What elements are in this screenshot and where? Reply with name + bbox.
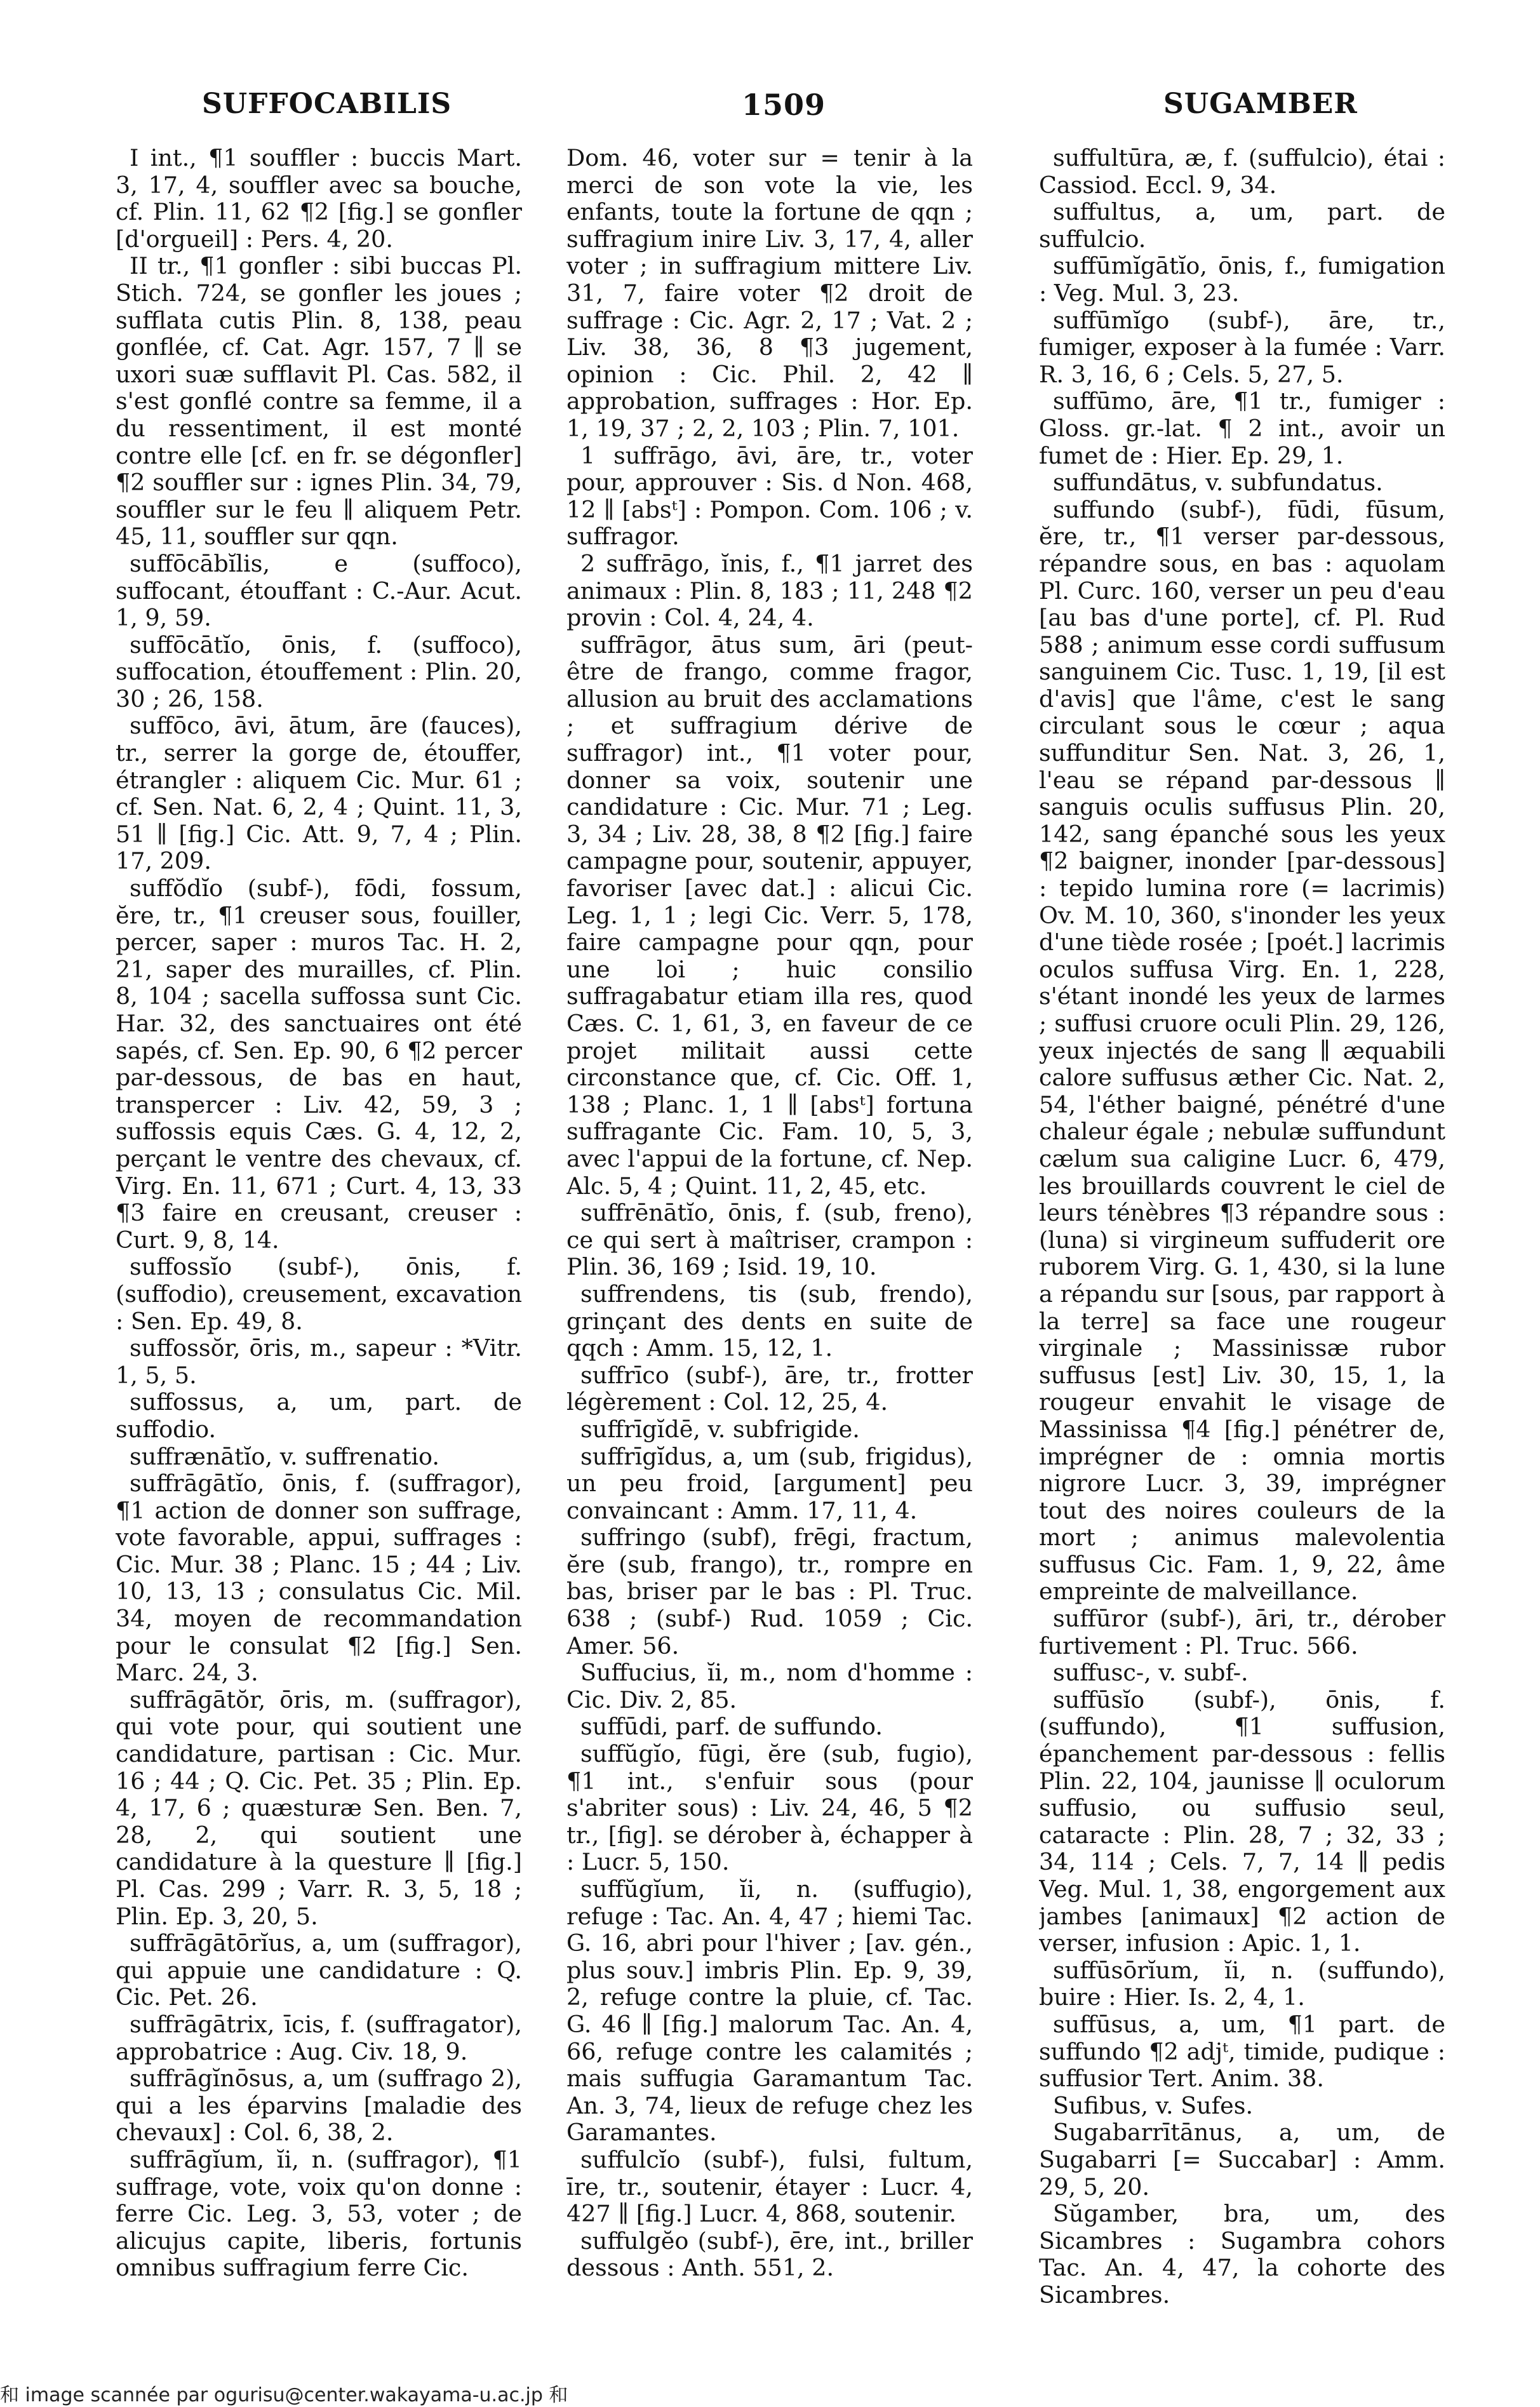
dictionary-entry: suffrāgātĭo, ōnis, f. (suffragor), ¶1 action de donner son suffrage, vote favorable, appui, suffrages : Cic. Mur. 38 ; Planc. 15 ; 44 ; Liv. 10, 13, 13 ; consulatus Cic. Mil. 34, moyen de recommandation pour le consulat ¶2 [fig.] Sen. Marc. 24, 3. [116, 1470, 522, 1687]
dictionary-entry: suffŭgĭo, fūgi, ĕre (sub, fugio), ¶1 int., s'enfuir sous (pour s'abriter sous) : Liv. 24, 46, 5 ¶2 tr., [fig]. se dérober à, échapper à : Lucr. 5, 150. [566, 1740, 973, 1876]
dictionary-entry: suffrēnātĭo, ōnis, f. (sub, freno), ce qui sert à maîtriser, crampon : Plin. 36, 169 ; Isid. 19, 10. [566, 1199, 973, 1281]
dictionary-entry: suffrāgĭnōsus, a, um (suffrago 2), qui a les éparvins [maladie des chevaux] : Col. 6, 38, 2. [116, 2065, 522, 2147]
page-number: 1509 [742, 88, 826, 122]
dictionary-entry: suffōco, āvi, ātum, āre (fauces), tr., serrer la gorge de, étouffer, étrangler : aliquem Cic. Mur. 61 ; cf. Sen. Nat. 6, 2, 4 ; Quint. 11, 3, 51 ∥ [fig.] Cic. Att. 9, 7, 4 ; Plin. 17, 209. [116, 712, 522, 875]
dictionary-entry: suffōcābĭlis, e (suffoco), suffocant, étouffant : C.-Aur. Acut. 1, 9, 59. [116, 549, 522, 632]
scan-credit-footer: 和 image scannée par ogurisu@center.wakayama-u.ac.jp 和 [0, 2384, 568, 2406]
dictionary-entry: Suffucius, ĭi, m., nom d'homme : Cic. Div. 2, 85. [566, 1659, 973, 1713]
dictionary-entry: suffulcĭo (subf-), fulsi, fultum, īre, tr., soutenir, étayer : Lucr. 4, 427 ∥ [fig.] Lucr. 4, 868, soutenir. [566, 2145, 973, 2228]
dictionary-entry: suffrāgĭum, ĭi, n. (suffragor), ¶1 suffrage, vote, voix qu'on donne : ferre Cic. Leg. 3, 53, voter ; de alicujus capite, liberis, fortunis omnibus suffragium ferre Cic. [116, 2145, 522, 2282]
dictionary-entry: suffossŏr, ōris, m., sapeur : *Vitr. 1, 5, 5. [116, 1334, 522, 1389]
column-3 [1039, 145, 1445, 2336]
dictionary-entry: suffūror (subf-), āri, tr., dérober furtivement : Pl. Truc. 566. [1039, 1605, 1445, 1659]
column-1 [116, 145, 522, 2336]
dictionary-entry: suffŭgĭum, ĭi, n. (suffugio), refuge : Tac. An. 4, 47 ; hiemi Tac. G. 16, abri pour l'hiver ; [av. gén., plus souv.] imbris Plin. Ep. 9, 39, 2, refuge contre la pluie, cf. Tac. G. 46 ∥ [fig.] malorum Tac. An. 4, 66, refuge contre les calamités ; mais suffugia Garamantum Tac. An. 3, 74, lieux de refuge chez les Garamantes. [566, 1875, 973, 2147]
dictionary-entry: suffulgĕo (subf-), ēre, int., briller dessous : Anth. 551, 2. [566, 2227, 973, 2282]
running-head-left: SUFFOCABILIS [202, 88, 452, 120]
dictionary-entry: suffūsus, a, um, ¶1 part. de suffundo ¶2 adjᵗ, timide, pudique : suffusior Tert. Anim. 38. [1039, 2010, 1445, 2093]
dictionary-entry: suffrāgātōrĭus, a, um (suffragor), qui appuie une candidature : Q. Cic. Pet. 26. [116, 1929, 522, 2011]
dictionary-entry: suffūsĭo (subf-), ōnis, f. (suffundo), ¶1 suffusion, épanchement par-dessous : fellis Plin. 22, 104, jaunisse ∥ oculorum suffusio, ou suffusio seul, cataracte : Plin. 28, 7 ; 32, 33 ; 34, 114 ; Cels. 7, 7, 14 ∥ pedis Veg. Mul. 1, 38, engorgement aux jambes [animaux] ¶2 action de verser, infusion : Apic. 1, 1. [1039, 1686, 1445, 1957]
dictionary-entry: I int., ¶1 souffler : buccis Mart. 3, 17, 4, souffler avec sa bouche, cf. Plin. 11, 62 ¶2 [fig.] se gonfler [d'orgueil] : Pers. 4, 20. [116, 145, 522, 253]
dictionary-entry: suffrāgātŏr, ōris, m. (suffragor), qui vote pour, qui soutient une candidature, partisan : Cic. Mur. 16 ; 44 ; Q. Cic. Pet. 35 ; Plin. Ep. 4, 17, 6 ; quæsturæ Sen. Ben. 7, 28, 2, qui soutient une candidature à la questure ∥ [fig.] Pl. Cas. 299 ; Varr. R. 3, 5, 18 ; Plin. Ep. 3, 20, 5. [116, 1686, 522, 1930]
dictionary-entry: suffrīgĭdus, a, um (sub, frigidus), un peu froid, [argument] peu convaincant : Amm. 17, 11, 4. [566, 1442, 973, 1524]
dictionary-entry: Sugabarrītānus, a, um, de Sugabarri [= Succabar] : Amm. 29, 5, 20. [1039, 2119, 1445, 2201]
dictionary-entry: Sŭgamber, bra, um, des Sicambres : Sugambra cohors Tac. An. 4, 47, la cohorte des Sicambres. [1039, 2200, 1445, 2309]
dictionary-entry: suffultūra, æ, f. (suffulcio), étai : Cassiod. Eccl. 9, 34. [1039, 145, 1445, 199]
dictionary-entry: II tr., ¶1 gonfler : sibi buccas Pl. Stich. 724, se gonfler les joues ; sufflata cutis Plin. 8, 138, peau gonflée, cf. Cat. Agr. 157, 7 ∥ se uxori suæ sufflavit Pl. Cas. 582, il s'est gonflé contre sa femme, il a du ressentiment, il est monté contre elle [cf. en fr. se dégonfler] ¶2 souffler sur : ignes Plin. 34, 79, souffler sur le feu ∥ aliquem Petr. 45, 11, souffler sur qqn. [116, 252, 522, 551]
running-head-right: SUGAMBER [1163, 88, 1358, 120]
dictionary-entry: suffringo (subf), frēgi, fractum, ĕre (sub, frango), tr., rompre en bas, briser par le bas : Pl. Truc. 638 ; (subf-) Rud. 1059 ; Cic. Amer. 56. [566, 1524, 973, 1659]
dictionary-entry: suffōcātĭo, ōnis, f. (suffoco), suffocation, étouffement : Plin. 20, 30 ; 26, 158. [116, 631, 522, 713]
dictionary-entry: suffrīgĭdē, v. subfrigide. [580, 1415, 860, 1443]
dictionary-entry: suffūsōrĭum, ĭi, n. (suffundo), buire : Hier. Is. 2, 4, 1. [1039, 1956, 1445, 2011]
column-2 [566, 145, 973, 2336]
dictionary-entry: 1 suffrāgo, āvi, āre, tr., voter pour, approuver : Sis. d Non. 468, 12 ∥ [absᵗ] : Pompon. Com. 106 ; v. suffragor. [566, 441, 973, 551]
dictionary-entry: suffultus, a, um, part. de suffulcio. [1039, 198, 1445, 253]
dictionary-entry: suffrīco (subf-), āre, tr., frotter légèrement : Col. 12, 25, 4. [566, 1361, 973, 1416]
dictionary-entry: 2 suffrāgo, ĭnis, f., ¶1 jarret des animaux : Plin. 8, 183 ; 11, 248 ¶2 provin : Col. 4, 24, 4. [566, 549, 973, 632]
dictionary-entry: suffūmo, āre, ¶1 tr., fumiger : Gloss. gr.-lat. ¶ 2 int., avoir un fumet de : Hier. Ep. 29, 1. [1039, 387, 1445, 469]
dictionary-entry: suffrāgor, ātus sum, āri (peut-être de frango, comme fragor, allusion au bruit des acclamations ; et suffragium dérive de suffragor) int., ¶1 voter pour, donner sa voix, soutenir une candidature : Cic. Mur. 71 ; Leg. 3, 34 ; Liv. 28, 38, 8 ¶2 [fig.] faire campagne pour, soutenir, appuyer, favoriser [avec dat.] : alicui Cic. Leg. 1, 1 ; legi Cic. Verr. 5, 178, faire campagne pour qqn, pour une loi ; huic consilio suffragabatur etiam illa res, quod Cæs. C. 1, 61, 3, en faveur de ce projet militait aussi cette circonstance que, cf. Cic. Off. 1, 138 ; Planc. 1, 1 ∥ [absᵗ] fortuna suffragante Cic. Fam. 10, 5, 3, avec l'appui de la fortune, cf. Nep. Alc. 5, 4 ; Quint. 11, 2, 45, etc. [566, 631, 973, 1200]
dictionary-entry: suffūmĭgo (subf-), āre, tr., fumiger, exposer à la fumée : Varr. R. 3, 16, 6 ; Cels. 5, 27, 5. [1039, 306, 1445, 388]
dictionary-entry: Dom. 46, voter sur = tenir à la merci de son vote la vie, les enfants, toute la fortune de qqn ; suffragium inire Liv. 3, 17, 4, aller voter ; in suffragium mittere Liv. 31, 7, faire voter ¶2 droit de suffrage : Cic. Agr. 2, 17 ; Vat. 2 ; Liv. 38, 36, 8 ¶3 jugement, opinion : Cic. Phil. 2, 42 ∥ approbation, suffrages : Hor. Ep. 1, 19, 37 ; 2, 2, 103 ; Plin. 7, 101. [566, 145, 973, 442]
dictionary-entry: Sufibus, v. Sufes. [1053, 2091, 1254, 2119]
dictionary-entry: suffundātus, v. subfundatus. [1053, 469, 1383, 497]
dictionary-entry: suffūdi, parf. de suffundo. [580, 1713, 883, 1741]
dictionary-entry: suffossus, a, um, part. de suffodio. [116, 1388, 522, 1443]
dictionary-entry: suffrāgātrix, īcis, f. (suffragator), approbatrice : Aug. Civ. 18, 9. [116, 2010, 522, 2065]
dictionary-entry: suffusc-, v. subf-. [1053, 1659, 1249, 1687]
dictionary-entry: suffundo (subf-), fūdi, fūsum, ĕre, tr., ¶1 verser par-dessous, répandre sous, en bas : aquolam Pl. Curc. 160, verser un peu d'eau [au bas d'une porte], cf. Pl. Rud 588 ; animum esse cordi suffusum sanguinem Cic. Tusc. 1, 19, [il est d'avis] que l'âme, c'est le sang circulant sous le cœur ; aqua suffunditur Sen. Nat. 3, 26, 1, l'eau se répand par-dessous ∥ sanguis oculis suffusus Plin. 20, 142, sang épanché sous les yeux ¶2 baigner, inonder [par-dessous] : tepido lumina rore (= lacrimis) Ov. M. 10, 360, s'inonder les yeux d'une tiède rosée ; [poét.] lacrimis oculos suffusa Virg. En. 1, 228, s'étant inondé les yeux de larmes ; suffusi cruore oculi Plin. 29, 126, yeux injectés de sang ∥ æquabili calore suffusus æther Cic. Nat. 2, 54, l'éther baigné, pénétré d'une chaleur égale ; nebulæ suffundunt cælum sua caligine Lucr. 6, 479, les brouillards couvrent le ciel de leurs ténèbres ¶3 répandre sous : (luna) si virgineum suffuderit ore ruborem Virg. G. 1, 430, si la lune a répandu sur [sous, par rapport à la terre] sa face une rougeur virginale ; Massinissæ rubor suffusus [est] Liv. 30, 15, 1, la rougeur envahit le visage de Massinissa ¶4 [fig.] pénétrer de, imprégner de : omnia mortis nigrore Lucr. 3, 39, imprégner tout des noires couleurs de la mort ; animus malevolentia suffusus Cic. Fam. 1, 9, 22, âme empreinte de malveillance. [1039, 495, 1445, 1606]
dictionary-entry: suffrendens, tis (sub, frendo), grinçant des dents en suite de qqch : Amm. 15, 12, 1. [566, 1280, 973, 1362]
dictionary-entry: suffŏdĭo (subf-), fōdi, fossum, ĕre, tr., ¶1 creuser sous, fouiller, percer, saper : muros Tac. H. 2, 21, saper des murailles, cf. Plin. 8, 104 ; sacella suffossa sunt Cic. Har. 32, des sanctuaires ont été sapés, cf. Sen. Ep. 90, 6 ¶2 percer par-dessous, de bas en haut, transpercer : Liv. 42, 59, 3 ; suffossis equis Cæs. G. 4, 12, 2, perçant le ventre des chevaux, cf. Virg. En. 11, 671 ; Curt. 4, 13, 33 ¶3 faire en creusant, creuser : Curt. 9, 8, 14. [116, 875, 522, 1254]
dictionary-entry: suffossĭo (subf-), ōnis, f. (suffodio), creusement, excavation : Sen. Ep. 49, 8. [116, 1253, 522, 1335]
dictionary-entry: suffrænātĭo, v. suffrenatio. [130, 1442, 439, 1470]
dictionary-entry: suffūmĭgātĭo, ōnis, f., fumigation : Veg. Mul. 3, 23. [1039, 252, 1445, 307]
